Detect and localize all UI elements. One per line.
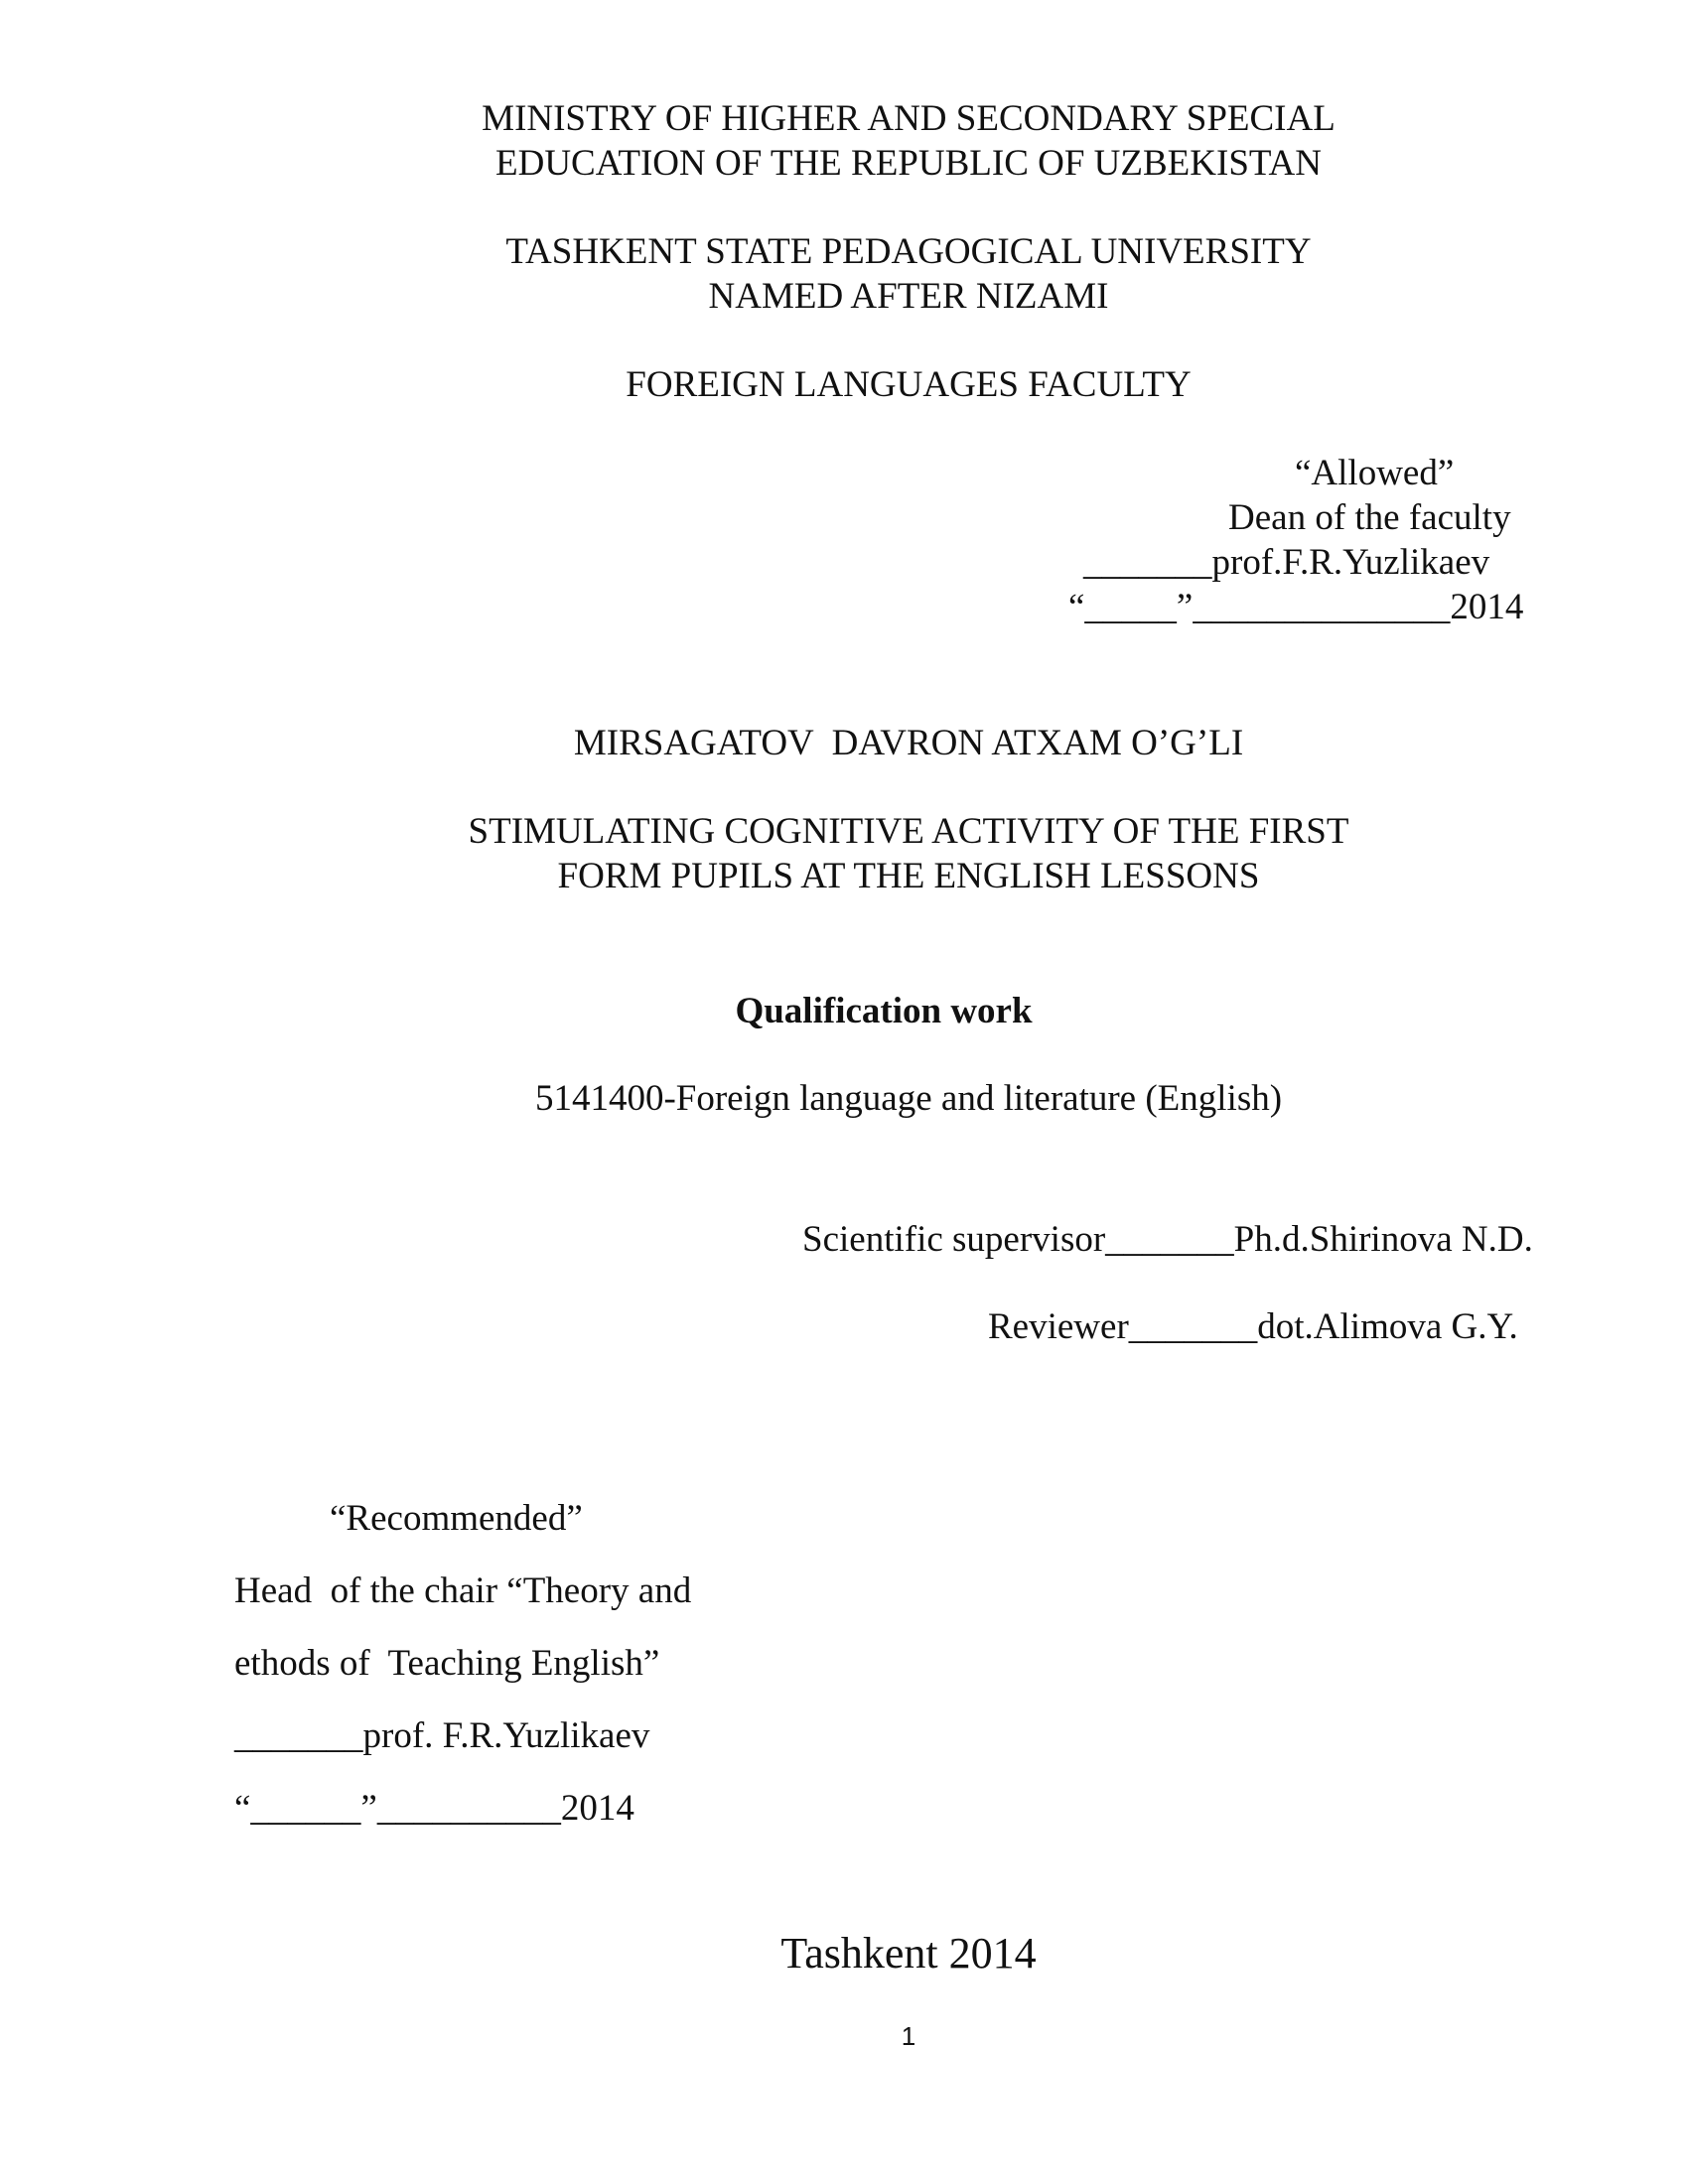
reviewer: Reviewer_______dot.Alimova G.Y. [988,1306,1518,1347]
approval-date: “_____”______________2014 [1068,587,1524,627]
thesis-title-line-1: STIMULATING COGNITIVE ACTIVITY OF THE FIRST [468,811,1349,852]
approval-role: Dean of the faculty [1228,497,1511,538]
recommendation-signature: _______prof. F.R.Yuzlikaev [234,1715,650,1756]
approval-title: “Allowed” [1295,453,1455,493]
place-and-year: Tashkent 2014 [780,1929,1037,1978]
faculty-name: FOREIGN LANGUAGES FACULTY [626,364,1192,405]
thesis-title-line-2: FORM PUPILS AT THE ENGLISH LESSONS [557,856,1260,896]
page-number: 1 [901,2021,916,2051]
approval-signature: _______prof.F.R.Yuzlikaev [1083,542,1490,583]
ministry-line-1: MINISTRY OF HIGHER AND SECONDARY SPECIAL [482,98,1336,139]
recommendation-date: “______”__________2014 [234,1788,634,1829]
specialty: 5141400-Foreign language and literature (English) [534,1078,1283,1119]
university-line-2: NAMED AFTER NIZAMI [708,276,1109,317]
recommendation-line-1: Head of the chair “Theory and [234,1570,692,1611]
work-type: Qualification work [735,991,1033,1031]
recommendation-title: “Recommended” [330,1498,583,1539]
ministry-line-2: EDUCATION OF THE REPUBLIC OF UZBEKISTAN [495,143,1322,184]
author-name: MIRSAGATOV DAVRON ATXAM O’G’LI [573,723,1244,763]
university-line-1: TASHKENT STATE PEDAGOGICAL UNIVERSITY [505,231,1312,272]
scientific-supervisor: Scientific supervisor_______Ph.d.Shirinova N.D. [802,1219,1533,1260]
recommendation-line-2: ethods of Teaching English” [234,1643,660,1684]
